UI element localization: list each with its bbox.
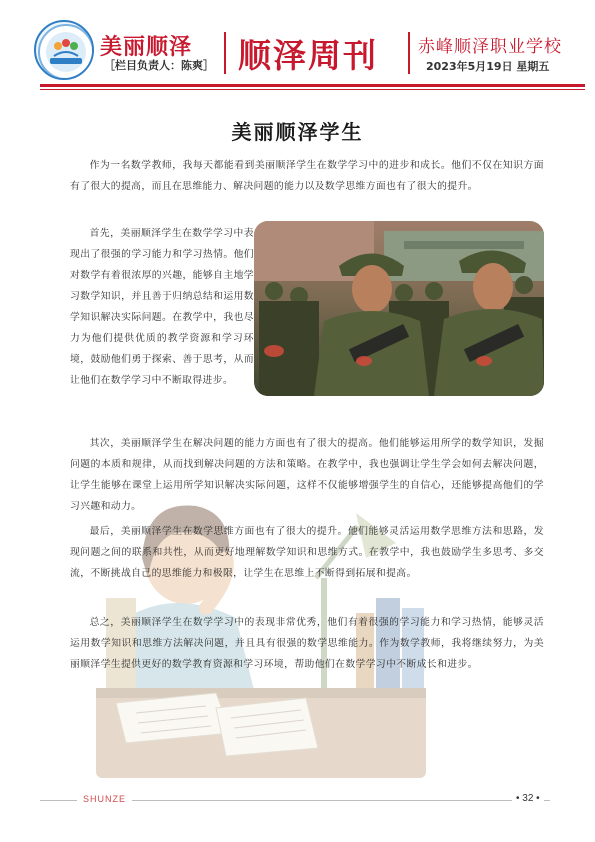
school-name: 赤峰顺泽职业学校 xyxy=(418,37,562,57)
footer-brand: SHUNZE xyxy=(77,794,132,804)
issue-date: 2023年5月19日 星期五 xyxy=(426,60,550,73)
article-paragraph: 最后，美丽顺泽学生在数学思维方面也有了很大的提升。他们能够灵活运用数学思维方法和思路，发现问题之间的联系和共性，从而更好地理解数学知识和思维方式。在教学中，我也鼓励学生多思考、多交流，不断挑战自己的思维能力和极限，让学生在思维上不断得到拓展和提高。 xyxy=(70,526,544,579)
article-paragraph: 其次，美丽顺泽学生在解决问题的能力方面也有了很大的提高。他们能够运用所学的数学知识，发掘问题的本质和规律，从而找到解决问题的方法和策略。在教学中，我也强调让学生学会如何去解决问题，让学生能够在课堂上运用所学知识解决实际问题，这样不仅能够增强学生的自信心，还能够提高他们的学习兴趣和动力。 xyxy=(70,438,544,512)
article-paragraph: 作为一名数学教师，我每天都能看到美丽顺泽学生在数学学习中的进步和成长。他们不仅在知识方面有了很大的提高，而且在思维能力、解决问题的能力以及数学思维方面也有了很大的提升。 xyxy=(70,160,544,192)
header-rule xyxy=(40,84,585,87)
header-rule xyxy=(40,89,585,90)
page-header xyxy=(0,0,595,90)
article-paragraph: 首先，美丽顺泽学生在数学学习中表现出了很强的学习能力和学习热情。他们对数学有着很浓厚的兴趣，能够自主地学习数学知识，并且善于归纳总结和运用数学知识解决实际问题。在教学中，我也尽力为他们提供优质的教学资源和学习环境，鼓励他们勇于探索、善于思考，从而让他们在数学学习中不断取得进步。 xyxy=(70,228,254,386)
column-name: 美丽顺泽 xyxy=(100,35,193,60)
page-number: • 32 • xyxy=(512,793,544,804)
column-editor: ［栏目负责人：陈爽］ xyxy=(104,59,214,72)
header-divider xyxy=(408,32,410,74)
header-divider xyxy=(224,32,226,74)
article-title: 美丽顺泽学生 xyxy=(231,120,364,144)
article-paragraph: 总之，美丽顺泽学生在数学学习中的表现非常优秀，他们有着很强的学习能力和学习热情，能够灵活运用数学知识和思维方法解决问题，并且具有很强的数学思维能力。作为数学教师，我将继续努力，为美丽顺泽学生提供更好的数学教育资源和学习环境，帮助他们在数学学习中不断成长和进步。 xyxy=(70,617,544,670)
soldiers-photo xyxy=(254,221,544,396)
school-logo xyxy=(34,20,94,80)
paper-title: 顺泽周刊 xyxy=(238,36,378,75)
